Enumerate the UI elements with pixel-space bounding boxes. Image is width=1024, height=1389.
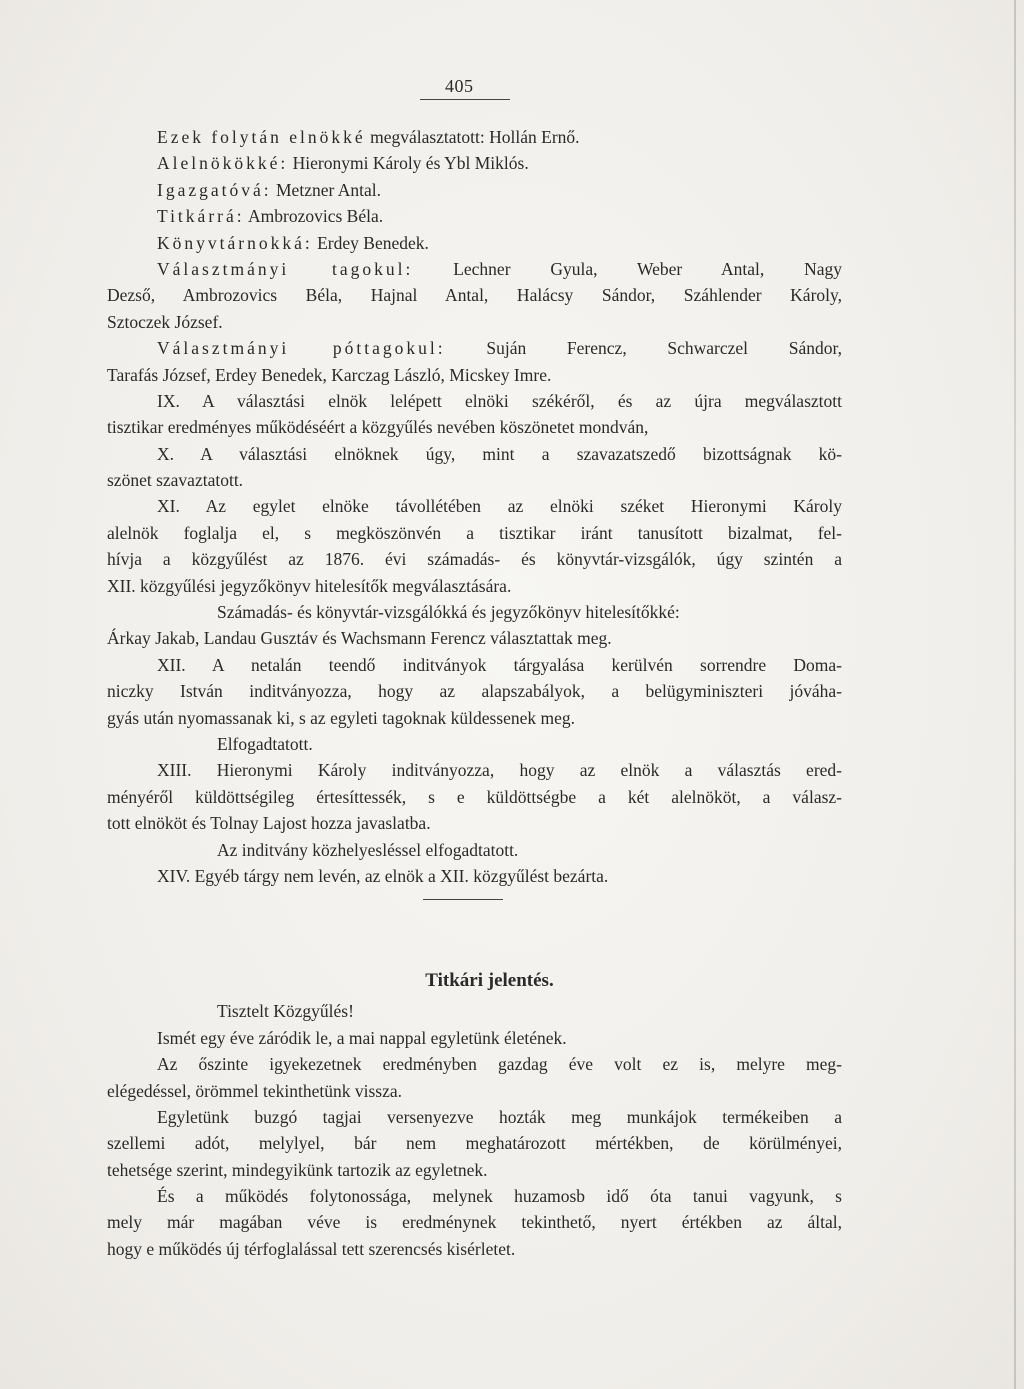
report-line: Egyletünk buzgó tagjai versenyezve hozták meg munkájok termékeiben a	[157, 1106, 842, 1127]
officer-label: Igazgatóvá:	[157, 179, 272, 200]
report-line: elégedéssel, örömmel tekinthetünk vissza.	[107, 1080, 402, 1101]
substitute-line	[107, 335, 842, 361]
document-body	[107, 124, 842, 1262]
item-line: gyás után nyomassanak ki, s az egyleti tagoknak küldessenek meg.	[107, 707, 576, 728]
officer-label: Alelnökökké:	[157, 153, 289, 174]
item-line: IX. A választási elnök lelépett elnöki székéről, és az újra megválasztott	[157, 390, 842, 411]
item-line: tott elnököt és Tolnay Lajost hozza javaslatba.	[107, 813, 431, 834]
officer-label: Titkárrá:	[157, 206, 245, 227]
item-line: XIV. Egyéb tárgy nem levén, az elnök a XII. közgyűlést bezárta.	[157, 865, 609, 886]
officer-text: Erdey Benedek.	[312, 232, 429, 253]
substitute-text: Tarafás József, Erdey Benedek, Karczag László, Micskey Imre.	[107, 364, 552, 385]
item-line: Számadás- és könyvtár-vizsgálókká és jegyzőkönyv hitelesítőkké:	[217, 602, 680, 623]
officer-label: Ezek folytán elnökké	[157, 127, 366, 147]
officer-text: Metzner Antal.	[271, 179, 381, 200]
committee-text: Dezső, Ambrozovics Béla, Hajnal Antal, Halácsy Sándor, Száhlender Károly,	[107, 285, 842, 306]
committee-text: Sztoczek József.	[107, 311, 223, 332]
item-line: X. A választási elnöknek úgy, mint a szavazatszedő bizottságnak kö-	[157, 443, 842, 464]
item-line: Árkay Jakab, Landau Gusztáv és Wachsmann Ferencz választattak meg.	[107, 628, 612, 649]
report-line: mely már magában véve is eredménynek tekinthető, nyert értékben az által,	[107, 1212, 842, 1233]
committee-text: Lechner Gyula, Weber Antal, Nagy	[413, 258, 842, 279]
item-line: XI. Az egylet elnöke távollétében az elnöki széket Hieronymi Károly	[157, 496, 842, 517]
officer-text: Hieronymi Károly és Ybl Miklós.	[288, 153, 529, 174]
report-line: Ismét egy éve záródik le, a mai nappal egyletünk életének.	[157, 1027, 567, 1048]
officer-line	[107, 203, 842, 229]
officer-text: Ambrozovics Béla.	[244, 206, 384, 227]
committee-line	[107, 282, 842, 308]
item-line: szönet szavaztatott.	[107, 470, 244, 491]
item-line: XII. A netalán teendő inditványok tárgyalása kerülvén sorrendre Doma-	[157, 654, 842, 675]
report-title: Titkári jelentés.	[425, 970, 554, 992]
item-line: hívja a közgyűlést az 1876. évi számadás- és könyvtár-vizsgálók, úgy szintén a	[107, 549, 842, 570]
report-line: hogy e működés új térfoglalással tett szerencsés kisérletet.	[107, 1238, 516, 1259]
item-line: niczky István inditványozza, hogy az alapszabályok, a belügyminiszteri jóváha-	[107, 681, 842, 702]
report-line: Az őszinte igyekezetnek eredményben gazdag éve volt ez is, melyre meg-	[157, 1054, 842, 1075]
officer-line	[107, 177, 842, 203]
item-line: Az inditvány közhelyesléssel elfogadtatott.	[217, 839, 519, 860]
report-salutation: Tisztelt Közgyűlés!	[217, 1001, 354, 1022]
item-line: tisztikar eredményes működéséért a közgyűlés nevében köszönetet mondván,	[107, 417, 649, 438]
officer-line	[107, 230, 842, 256]
officer-label: Könyvtárnokká:	[157, 232, 313, 253]
committee-line	[107, 256, 842, 282]
item-line: XIII. Hieronymi Károly inditványozza, hogy az elnök a választás ered-	[157, 760, 842, 781]
committee-line	[107, 309, 842, 335]
officer-line	[107, 150, 842, 176]
report-line: És a működés folytonossága, melynek huzamosb idő óta tanui vagyunk, s	[157, 1186, 842, 1207]
substitute-line	[107, 362, 842, 388]
report-line: tehetsége szerint, mindegyikünk tartozik az egyletnek.	[107, 1159, 488, 1180]
report-line: szellemi adót, melylyel, bár nem meghatározott mértékben, de körülményei,	[107, 1133, 842, 1154]
item-line: Elfogadtatott.	[217, 733, 313, 754]
substitute-text: Suján Ferencz, Schwarczel Sándor,	[445, 338, 843, 359]
committee-label: Választmányi tagokul:	[157, 258, 414, 279]
item-line: ményéről küldöttségileg értesíttessék, s e küldöttségbe a két alelnököt, a válasz-	[107, 786, 842, 807]
officer-text: megválasztatott: Hollán Ernő.	[365, 127, 580, 147]
item-line: XII. közgyűlési jegyzőkönyv hitelesítők megválasztására.	[107, 575, 512, 596]
page-number-rule	[420, 99, 510, 100]
substitute-label: Választmányi póttagokul:	[157, 338, 446, 359]
item-line: alelnök foglalja el, s megköszönvén a tisztikar iránt tanusított bizalmat, fel-	[107, 522, 842, 543]
officer-line	[107, 124, 842, 150]
page-edge-shadow	[1014, 0, 1016, 1389]
page-number: 405	[445, 76, 474, 96]
section-divider	[423, 899, 503, 900]
